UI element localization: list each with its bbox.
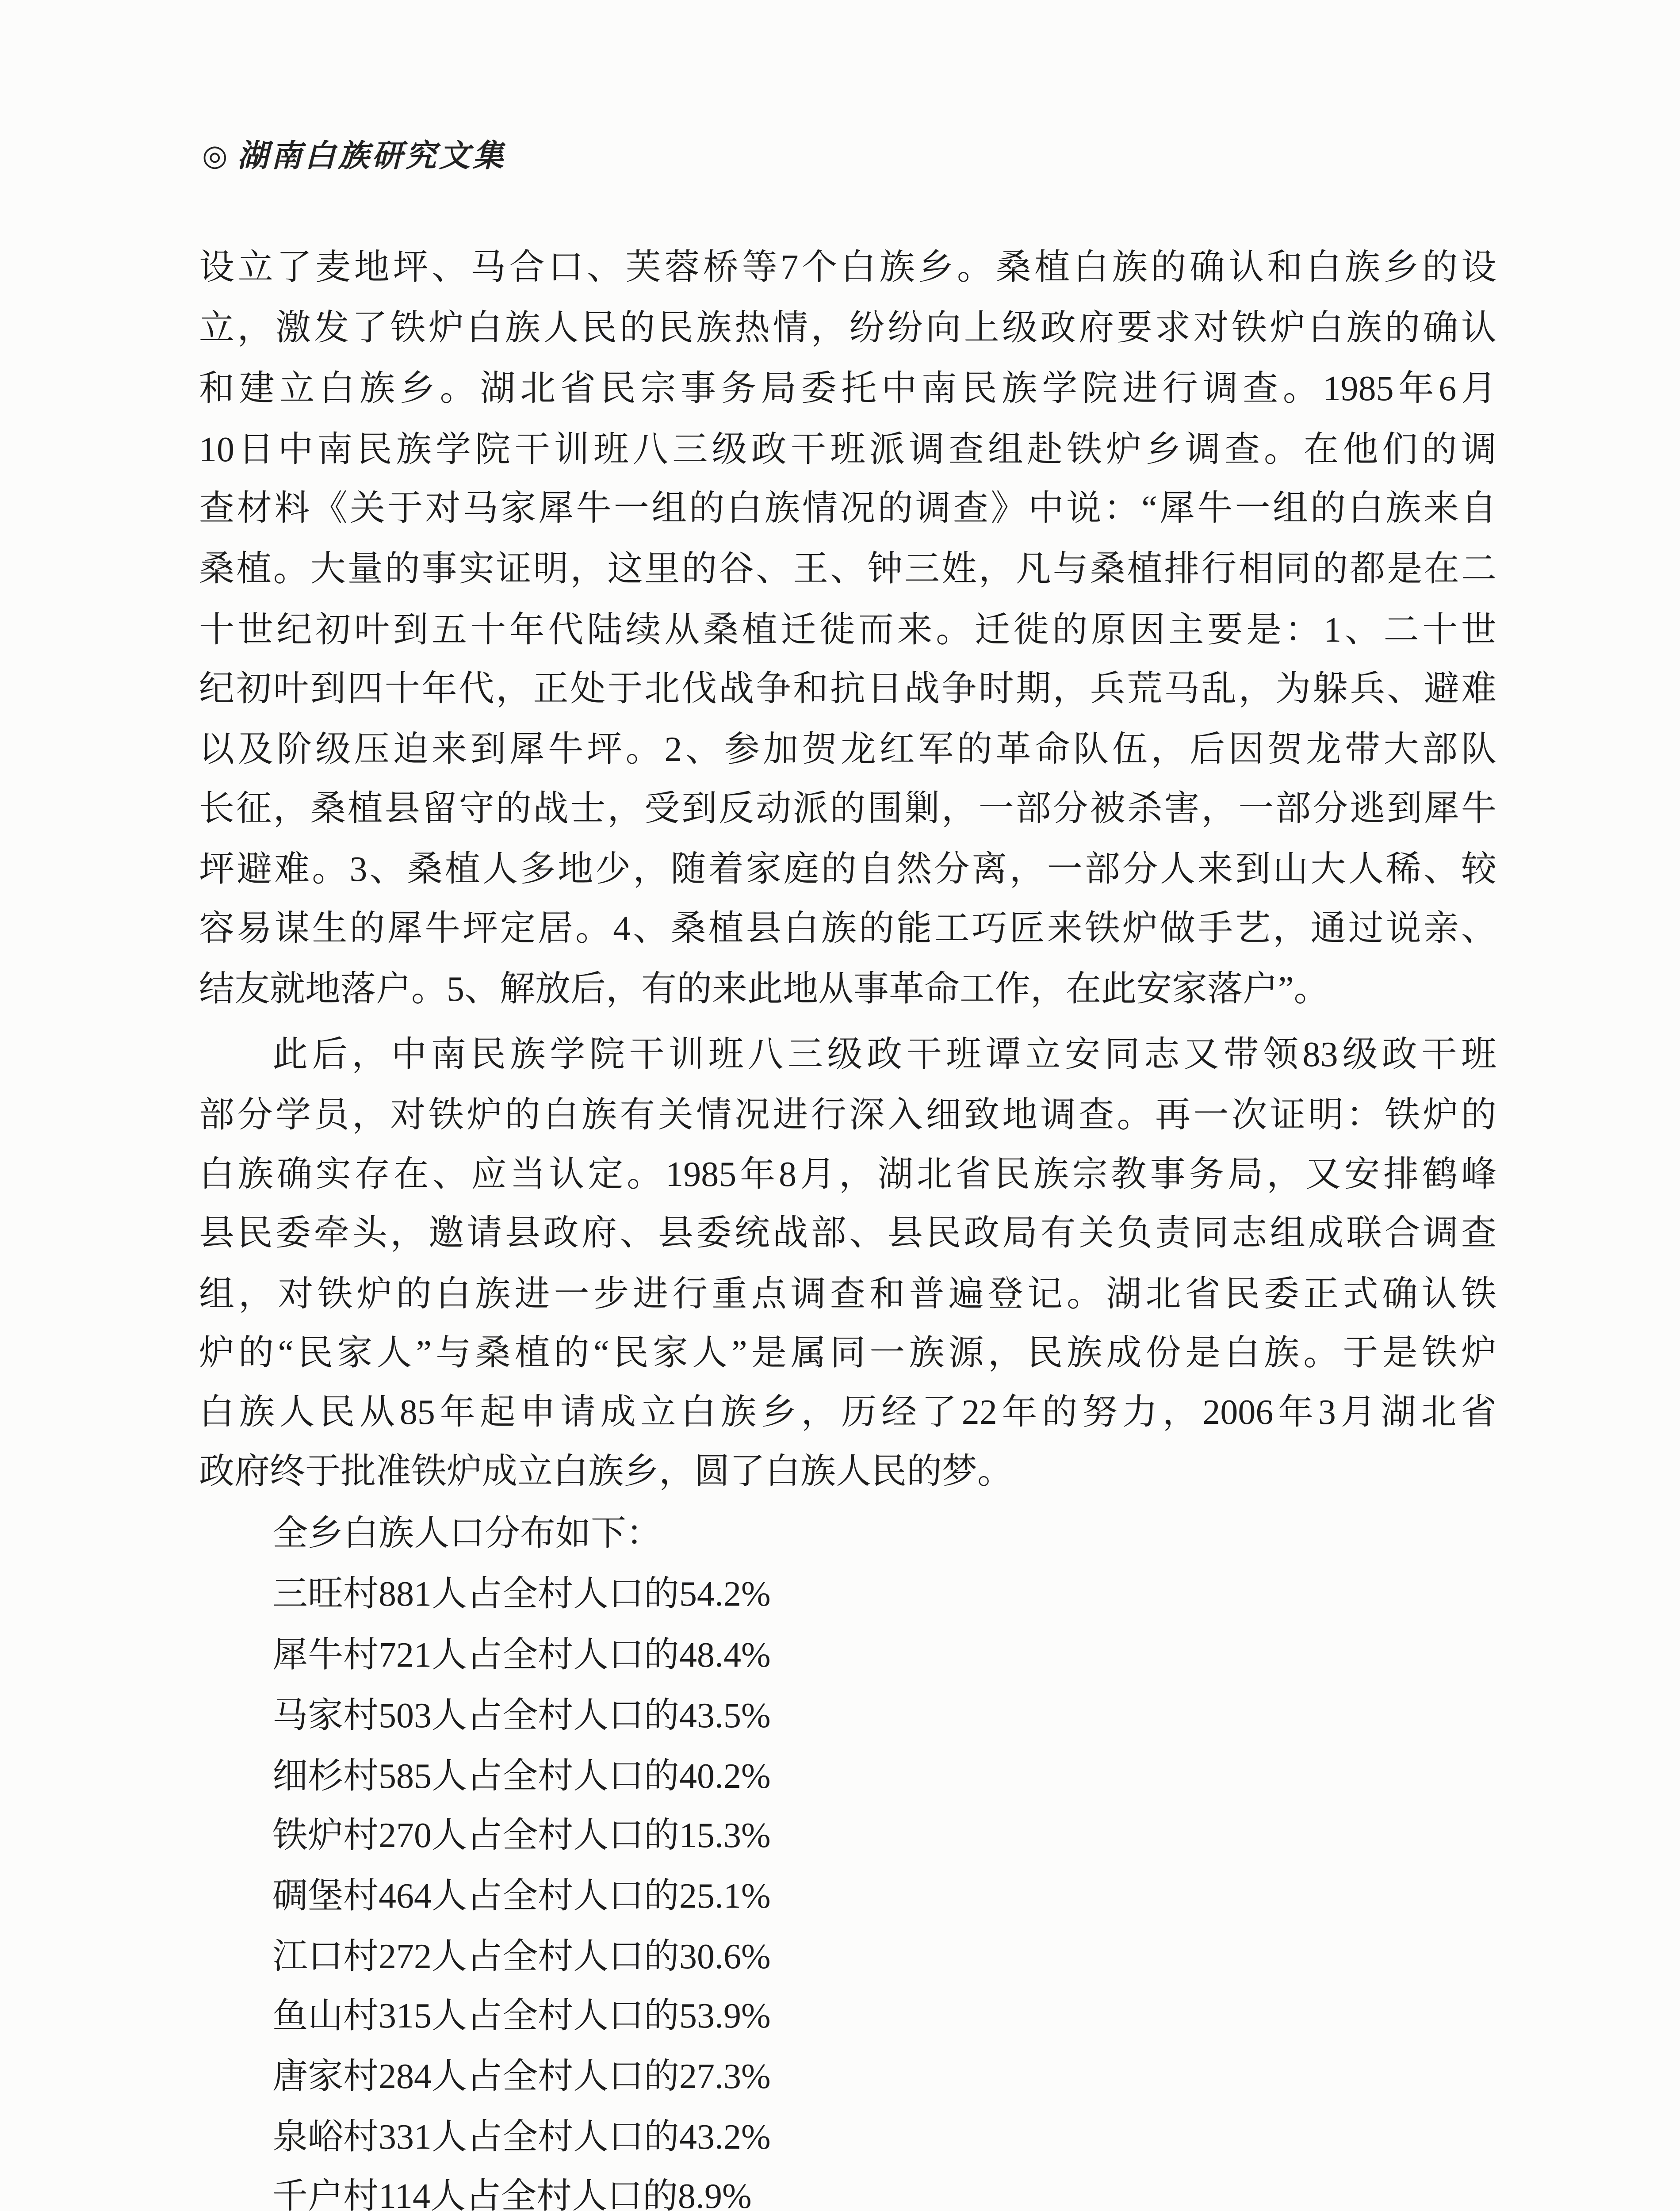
paragraph-line: 查材料《关于对马家犀牛一组的白族情况的调查》中说：“犀牛一组的白族来自 <box>199 489 1496 528</box>
paragraph-line: 县民委牵头，邀请县政府、县委统战部、县民政局有关负责同志组成联合调查 <box>199 1214 1496 1253</box>
paragraph-line: 坪避难。3、桑植人多地少，随着家庭的自然分离，一部分人来到山大人稀、较 <box>199 850 1496 889</box>
paragraph-line: 设立了麦地坪、马合口、芙蓉桥等7个白族乡。桑植白族的确认和白族乡的设 <box>199 248 1496 287</box>
paragraph-line: 桑植。大量的事实证明，这里的谷、王、钟三姓，凡与桑植排行相同的都是在二 <box>199 550 1496 589</box>
paragraph-line: 此后，中南民族学院干训班八三级政干班谭立安同志又带领83级政干班 <box>272 1035 1496 1074</box>
paragraph-line: 长征，桑植县留守的战士，受到反动派的围剿，一部分被杀害，一部分逃到犀牛 <box>199 789 1496 828</box>
paragraph-line: 白族人民从85年起申请成立白族乡，历经了22年的努力，2006年3月湖北省 <box>199 1393 1496 1432</box>
book-title: 湖南白族研究文集 <box>237 137 506 174</box>
population-list-item: 犀牛村721人占全村人口的48.4% <box>272 1636 771 1675</box>
population-list-item: 细杉村585人占全村人口的40.2% <box>272 1757 771 1796</box>
paragraph-line: 和建立白族乡。湖北省民宗事务局委托中南民族学院进行调查。1985年6月 <box>199 369 1496 408</box>
population-list-item: 江口村272人占全村人口的30.6% <box>272 1937 771 1976</box>
paragraph-line: 炉的“民家人”与桑植的“民家人”是属同一族源，民族成份是白族。于是铁炉 <box>199 1334 1496 1373</box>
paragraph-line: 白族确实存在、应当认定。1985年8月，湖北省民族宗教事务局，又安排鹤峰 <box>199 1155 1496 1194</box>
paragraph-line: 组，对铁炉的白族进一步进行重点调查和普遍登记。湖北省民委正式确认铁 <box>199 1275 1496 1314</box>
paragraph-line: 政府终于批准铁炉成立白族乡，圆了白族人民的梦。 <box>199 1452 1013 1491</box>
paragraph-line: 10日中南民族学院干训班八三级政干班派调查组赴铁炉乡调查。在他们的调 <box>199 430 1496 469</box>
paragraph-line: 部分学员，对铁炉的白族有关情况进行深入细致地调查。再一次证明：铁炉的 <box>199 1096 1496 1135</box>
paragraph-line: 容易谋生的犀牛坪定居。4、桑植县白族的能工巧匠来铁炉做手艺，通过说亲、 <box>199 909 1496 948</box>
population-list-item: 马家村503人占全村人口的43.5% <box>272 1696 771 1735</box>
population-list-item: 鱼山村315人占全村人口的53.9% <box>272 1997 771 2035</box>
paragraph-line: 结友就地落户。5、解放后，有的来此地从事革命工作，在此安家落户”。 <box>199 970 1329 1009</box>
header-ornament-icon: ◎ <box>202 138 228 173</box>
paragraph-line: 十世纪初叶到五十年代陆续从桑植迁徙而来。迁徙的原因主要是：1、二十世 <box>199 611 1496 650</box>
population-list-item: 千户村114人占全村人口的8.9% <box>272 2177 752 2211</box>
population-list-item: 唐家村284人占全村人口的27.3% <box>272 2057 771 2096</box>
paragraph-line: 以及阶级压迫来到犀牛坪。2、参加贺龙红军的革命队伍，后因贺龙带大部队 <box>199 730 1496 769</box>
paragraph-line: 立，激发了铁炉白族人民的民族热情，纷纷向上级政府要求对铁炉白族的确认 <box>199 309 1496 348</box>
running-header <box>202 134 506 178</box>
paragraph-line: 纪初叶到四十年代，正处于北伐战争和抗日战争时期，兵荒马乱，为躲兵、避难 <box>199 669 1496 708</box>
population-list-intro: 全乡白族人口分布如下： <box>272 1514 662 1553</box>
population-list-item: 泉峪村331人占全村人口的43.2% <box>272 2118 771 2157</box>
population-list-item: 铁炉村270人占全村人口的15.3% <box>272 1816 771 1855</box>
population-list-item: 三旺村881人占全村人口的54.2% <box>272 1575 771 1614</box>
population-list-item: 碉堡村464人占全村人口的25.1% <box>272 1877 771 1916</box>
